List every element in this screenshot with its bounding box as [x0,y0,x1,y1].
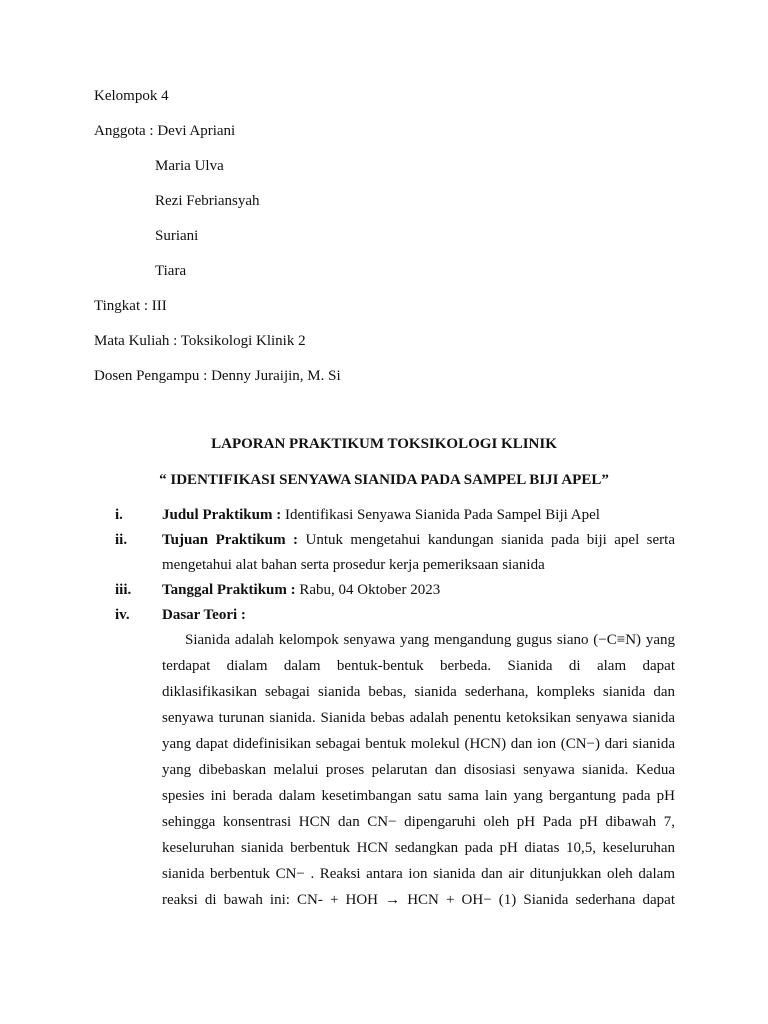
paragraph-line: terdapat dialam dalam bentuk-bentuk berbeda. Sianida di alam dapat [162,658,675,674]
section-judul [162,505,600,525]
paragraph-line: keseluruhan sianida berbentuk HCN sedangkan pada pH diatas 10,5, keseluruhan [162,840,675,856]
members-label: Anggota : Devi Apriani [94,123,236,139]
section-label: Tujuan Praktikum : [162,532,299,548]
section-label: Tanggal Praktikum : [162,582,296,598]
member-name: Maria Ulva [155,158,224,174]
member-name: Tiara [155,263,187,279]
section-number: i. [115,507,123,523]
report-subtitle: “ IDENTIFIKASI SENYAWA SIANIDA PADA SAMPEL BIJI APEL” [159,472,609,488]
section-text: Rabu, 04 Oktober 2023 [295,582,441,598]
group-label: Kelompok 4 [94,88,169,104]
section-label: Dasar Teori : [162,607,246,623]
paragraph-line: senyawa turunan sianida. Sianida bebas adalah penentu ketoksikan senyawa sianida [162,710,675,726]
section-number: iv. [115,607,130,623]
section-tanggal [162,580,440,600]
paragraph-line: yang dapat didefinisikan sebagai bentuk molekul (HCN) dan ion (CN−) dari sianida [162,736,675,752]
report-title: LAPORAN PRAKTIKUM TOKSIKOLOGI KLINIK [211,436,557,452]
course-label: Mata Kuliah : Toksikologi Klinik 2 [94,333,306,349]
paragraph-line: spesies ini berada dalam kesetimbangan satu sama lain yang bergantung pada pH [162,788,675,804]
member-name: Suriani [155,228,199,244]
lecturer-label: Dosen Pengampu : Denny Juraijin, M. Si [94,368,341,384]
section-text: Untuk mengetahui kandungan sianida pada biji apel serta [298,532,675,548]
paragraph-line: diklasifikasikan sebagai sianida bebas, sianida sederhana, kompleks sianida dan [162,684,675,700]
section-number: iii. [115,582,132,598]
paragraph-line: yang dibebaskan melalui proses pelarutan dan disosiasi senyawa sianida. Kedua [162,762,675,778]
paragraph-line: sehingga konsentrasi HCN dan CN− dipengaruhi oleh pH Pada pH dibawah 7, [162,814,675,830]
section-continuation: mengetahui alat bahan serta prosedur kerja pemeriksaan sianida [162,557,545,573]
section-label: Judul Praktikum : [162,507,282,523]
level-label: Tingkat : III [94,298,167,314]
section-text: Identifikasi Senyawa Sianida Pada Sampel Biji Apel [281,507,600,523]
section-dasar-teori [162,605,246,625]
section-tujuan [162,530,675,550]
paragraph-line: reaksi di bawah ini: CN- + HOH → HCN + OH− (1) Sianida sederhana dapat [162,892,675,908]
section-number: ii. [115,532,128,548]
member-name: Rezi Febriansyah [155,193,260,209]
paragraph-line: Sianida adalah kelompok senyawa yang mengandung gugus siano (−C≡N) yang [185,632,675,648]
paragraph-line: sianida berbentuk CN− . Reaksi antara ion sianida dan air ditunjukkan oleh dalam [162,866,675,882]
